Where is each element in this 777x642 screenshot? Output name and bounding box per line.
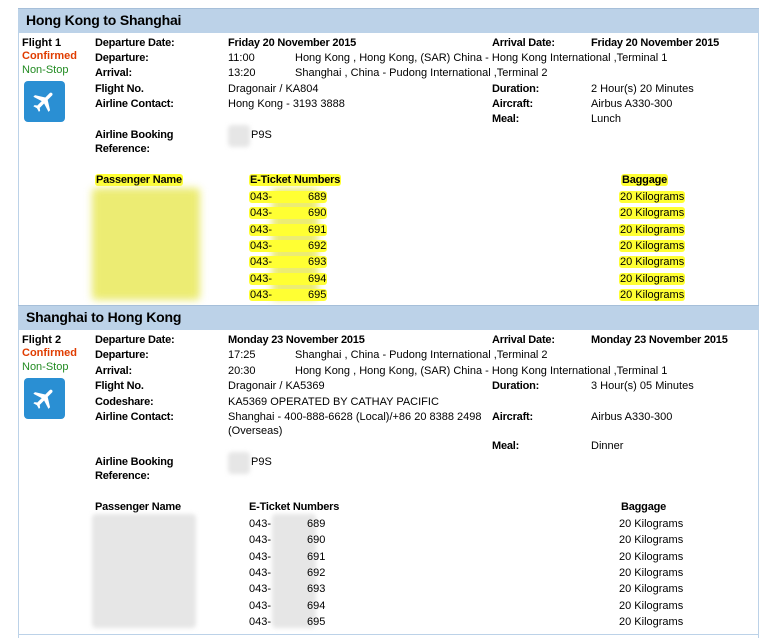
flight-label: Flight 1	[22, 37, 62, 49]
baggage-allowance: 20 Kilograms	[619, 534, 684, 547]
eticket-number	[249, 191, 327, 203]
label-duration: Duration:	[492, 380, 540, 392]
flight-label: Flight 2	[22, 334, 62, 346]
eticket-number	[249, 567, 325, 579]
segment-header	[18, 305, 759, 330]
label-departure: Departure:	[95, 349, 149, 361]
airline-contact-2: (Overseas)	[228, 425, 283, 437]
arrival-time: 20:30	[228, 365, 256, 377]
col-eticket-numbers: E-Ticket Numbers	[249, 501, 340, 513]
label-departure: Departure:	[95, 52, 149, 64]
aircraft: Airbus A330-300	[591, 98, 673, 110]
eticket-number	[249, 600, 325, 612]
arrival-date: Monday 23 November 2015	[591, 334, 728, 346]
label-aircraft: Aircraft:	[492, 411, 533, 423]
bottom-border	[18, 634, 759, 635]
label-flight-no: Flight No.	[95, 83, 144, 95]
booking-reference: P9S	[251, 456, 272, 468]
eticket-number	[249, 583, 325, 595]
label-arrival-date: Arrival Date:	[492, 37, 555, 49]
ticket-prefix: 043-	[250, 272, 273, 285]
label-arrival: Arrival:	[95, 365, 132, 377]
duration: 2 Hour(s) 20 Minutes	[591, 83, 694, 95]
col-baggage: Baggage	[621, 501, 667, 513]
label-meal: Meal:	[492, 440, 520, 452]
departure-time: 11:00	[228, 52, 255, 64]
label-airline-contact: Airline Contact:	[95, 411, 174, 423]
col-passenger-name: Passenger Name	[95, 501, 181, 513]
eticket-number	[249, 289, 327, 301]
duration: 3 Hour(s) 05 Minutes	[591, 380, 694, 392]
baggage-allowance: 20 Kilograms	[620, 239, 685, 252]
label-departure-date: Departure Date:	[95, 37, 175, 49]
status-confirmed: Confirmed	[22, 347, 77, 359]
baggage-allowance: 20 Kilograms	[620, 272, 685, 285]
ticket-suffix: 689	[308, 191, 327, 203]
ticket-prefix: 043-	[250, 223, 273, 236]
segment-header	[18, 8, 759, 33]
label-booking-ref-2: Reference:	[95, 470, 150, 482]
ticket-prefix: 043-	[250, 239, 273, 252]
non-stop-label: Non-Stop	[22, 64, 69, 76]
baggage-allowance: 20 Kilograms	[619, 615, 684, 628]
baggage-allowance: 20 Kilograms	[619, 583, 684, 596]
eticket-number	[249, 551, 325, 563]
ticket-suffix: 690	[307, 534, 326, 547]
baggage-allowance: 20 Kilograms	[620, 207, 685, 220]
meal: Lunch	[591, 113, 621, 125]
redacted-booking-prefix	[228, 125, 250, 147]
arrival-date: Friday 20 November 2015	[591, 37, 720, 49]
eticket-number	[249, 616, 325, 628]
ticket-suffix: 693	[307, 583, 326, 596]
ticket-prefix: 043-	[249, 550, 272, 563]
ticket-suffix: 695	[307, 615, 326, 628]
arrival-place: Shanghai , China - Pudong International ,Terminal 2	[295, 67, 548, 79]
baggage-allowance: 20 Kilograms	[620, 256, 685, 269]
label-booking-ref-2: Reference:	[95, 143, 150, 155]
airline-contact: Shanghai - 400-888-6628 (Local)/+86 20 8388 2498	[228, 411, 482, 423]
eticket-number	[249, 518, 325, 530]
redacted-booking-prefix	[228, 452, 250, 474]
departure-place: Hong Kong , Hong Kong, (SAR) China - Hong Kong International ,Terminal 1	[295, 52, 668, 64]
flight-number: Dragonair / KA804	[228, 83, 319, 95]
non-stop-label: Non-Stop	[22, 361, 69, 373]
airplane-icon	[24, 81, 65, 122]
eticket-number	[249, 273, 327, 285]
label-flight-no: Flight No.	[95, 380, 144, 392]
label-meal: Meal:	[492, 113, 520, 125]
flight-number: Dragonair / KA5369	[228, 380, 325, 392]
arrival-place: Hong Kong , Hong Kong, (SAR) China - Hong Kong International ,Terminal 1	[295, 365, 668, 377]
departure-date: Friday 20 November 2015	[228, 37, 357, 49]
airline-contact: Hong Kong - 3193 3888	[228, 98, 345, 110]
baggage-allowance: 20 Kilograms	[620, 288, 685, 301]
arrival-time: 13:20	[228, 67, 256, 79]
baggage-allowance: 20 Kilograms	[620, 223, 685, 236]
label-airline-contact: Airline Contact:	[95, 98, 174, 110]
codeshare: KA5369 OPERATED BY CATHAY PACIFIC	[228, 396, 439, 408]
ticket-prefix: 043-	[249, 566, 272, 579]
ticket-prefix: 043-	[250, 207, 273, 220]
redacted-passenger-names	[92, 188, 200, 300]
eticket-number	[249, 224, 327, 236]
baggage-allowance: 20 Kilograms	[620, 191, 685, 203]
status-confirmed: Confirmed	[22, 50, 77, 62]
label-codeshare: Codeshare:	[95, 396, 154, 408]
ticket-prefix: 043-	[250, 256, 273, 269]
label-booking-ref: Airline Booking	[95, 456, 174, 468]
segment-title: Hong Kong to Shanghai	[26, 12, 182, 28]
eticket-number	[249, 534, 325, 546]
ticket-suffix: 692	[307, 566, 326, 579]
baggage-allowance: 20 Kilograms	[619, 566, 684, 579]
booking-reference: P9S	[251, 129, 272, 141]
eticket-number	[249, 207, 327, 219]
ticket-suffix: 690	[308, 207, 327, 220]
departure-time: 17:25	[228, 349, 256, 361]
ticket-suffix: 692	[308, 239, 327, 252]
eticket-number	[249, 256, 327, 268]
baggage-allowance: 20 Kilograms	[619, 518, 684, 530]
ticket-suffix: 691	[307, 550, 326, 563]
departure-place: Shanghai , China - Pudong International ,Terminal 2	[295, 349, 548, 361]
ticket-suffix: 694	[308, 272, 327, 285]
col-baggage: Baggage	[622, 174, 668, 186]
segment-title: Shanghai to Hong Kong	[26, 309, 182, 325]
ticket-suffix: 695	[308, 288, 327, 301]
ticket-suffix: 691	[308, 223, 327, 236]
ticket-prefix: 043-	[249, 518, 272, 530]
aircraft: Airbus A330-300	[591, 411, 673, 423]
ticket-prefix: 043-	[249, 599, 272, 612]
ticket-suffix: 694	[307, 599, 326, 612]
eticket-number	[249, 240, 327, 252]
label-aircraft: Aircraft:	[492, 98, 533, 110]
col-passenger-name: Passenger Name	[96, 174, 182, 186]
ticket-suffix: 693	[308, 256, 327, 269]
label-departure-date: Departure Date:	[95, 334, 175, 346]
ticket-prefix: 043-	[249, 583, 272, 596]
label-arrival-date: Arrival Date:	[492, 334, 555, 346]
baggage-allowance: 20 Kilograms	[619, 550, 684, 563]
airplane-icon	[24, 378, 65, 419]
label-booking-ref: Airline Booking	[95, 129, 174, 141]
ticket-prefix: 043-	[249, 615, 272, 628]
ticket-prefix: 043-	[249, 534, 272, 547]
meal: Dinner	[591, 440, 624, 452]
label-duration: Duration:	[492, 83, 540, 95]
label-arrival: Arrival:	[95, 67, 132, 79]
baggage-allowance: 20 Kilograms	[619, 599, 684, 612]
redacted-passenger-names	[92, 514, 196, 628]
col-eticket-numbers: E-Ticket Numbers	[250, 174, 341, 186]
ticket-prefix: 043-	[250, 191, 273, 203]
ticket-suffix: 689	[307, 518, 326, 530]
departure-date: Monday 23 November 2015	[228, 334, 365, 346]
ticket-prefix: 043-	[250, 288, 273, 301]
